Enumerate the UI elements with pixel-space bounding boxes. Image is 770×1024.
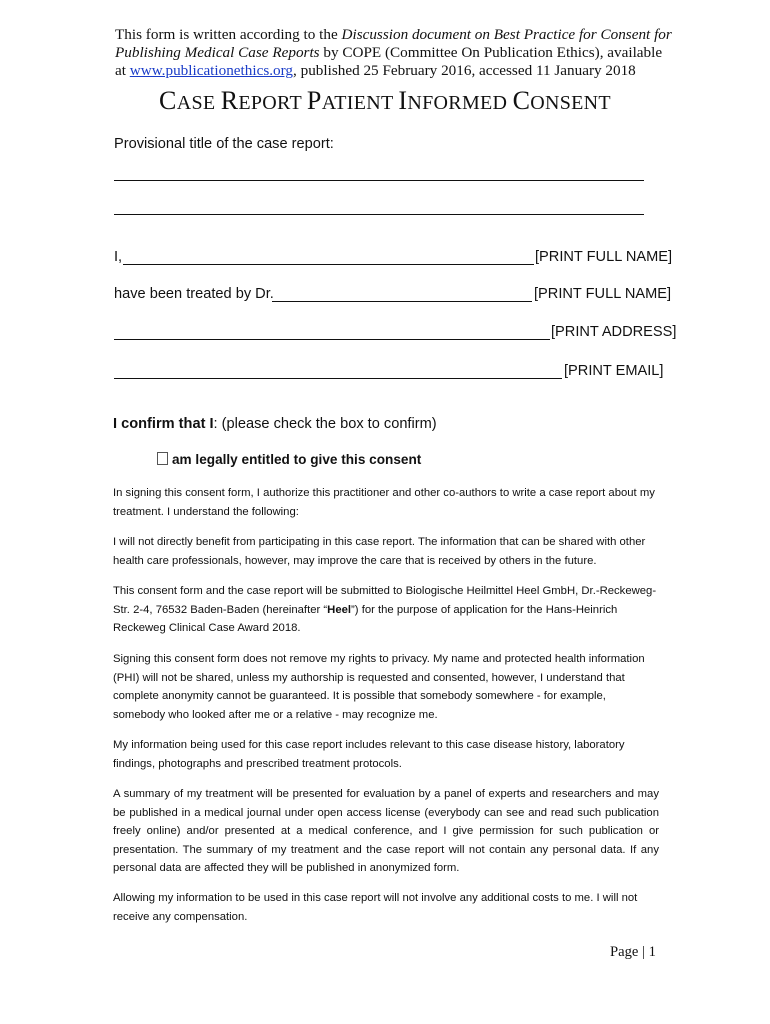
intro-note bbox=[115, 26, 675, 80]
paragraph-submission bbox=[113, 582, 659, 638]
title-fragment: ATIENT bbox=[321, 92, 399, 114]
i-label: I, bbox=[114, 249, 123, 265]
title-fragment: ASE bbox=[176, 92, 221, 114]
provisional-title-line-2[interactable] bbox=[114, 214, 644, 215]
provisional-title-line-1[interactable] bbox=[114, 180, 644, 181]
checkbox-icon[interactable] bbox=[157, 452, 168, 465]
title-letter: C bbox=[159, 86, 177, 115]
confirm-bold: I confirm that I bbox=[113, 416, 214, 432]
title-letter: I bbox=[398, 86, 408, 115]
paragraph-publication: A summary of my treatment will be presented for evaluation by a panel of experts and researchers and may be published in a medical journal under open access license (everybody can see and read such publication freely online) and/or presented at a medical conference, and I give permission for such publication or presentation. The summary of my treatment and the case report will not contain any personal data. If any personal data are affected they will be published in anonymized form. bbox=[113, 788, 659, 874]
paragraph-benefit: I will not directly benefit from participating in this case report. The information that can be shared with other health care professionals, however, may improve the care that is received by others in the future. bbox=[113, 536, 646, 567]
checkbox-label: am legally entitled to give this consent bbox=[172, 452, 422, 467]
paragraph-submission-b: ”) for the purpose of application for the Hans-Heinrich Reckeweg Clinical Case Award 2018. bbox=[113, 603, 618, 634]
intro-prefix: This form is written according to the bbox=[115, 26, 342, 43]
confirm-rest: : (please check the box to confirm) bbox=[213, 416, 437, 432]
intro-suffix: , published 25 February 2016, accessed 11 January 2018 bbox=[293, 62, 636, 79]
paragraph-submission-a: This consent form and the case report will be submitted to Biologische Heilmittel Heel GmbH, Dr.-Reckeweg-Str. 2-4, 76532 Baden-Baden (hereinafter “ bbox=[113, 585, 657, 616]
treated-by-label: have been treated by Dr. bbox=[114, 286, 274, 302]
title-letter: C bbox=[512, 86, 531, 115]
legal-consent-checkbox-row[interactable] bbox=[157, 452, 421, 467]
paragraph-privacy: Signing this consent form does not remove my rights to privacy. My name and protected health information (PHI) will not be shared, unless my authorship is requested and consented, however, I understand that complete anonymity cannot be guaranteed. It is possible that somebody somewhere - for example, somebody who looked after me or a relative - may recognize me. bbox=[113, 653, 645, 721]
title-fragment: EPORT bbox=[238, 92, 307, 114]
paragraph-information: My information being used for this case report includes relevant to this case disease history, laboratory findings, photographs and prescribed treatment protocols. bbox=[113, 739, 625, 770]
paragraph-costs: Allowing my information to be used in this case report will not involve any additional costs to me. I will not receive any compensation. bbox=[113, 892, 638, 923]
intro-middle: by COPE (Committee On Publication Ethics), available at bbox=[115, 44, 663, 79]
page-number: Page | 1 bbox=[610, 944, 656, 960]
heel-bold: Heel bbox=[327, 603, 352, 616]
document-title bbox=[0, 86, 770, 116]
patient-name-line[interactable] bbox=[123, 264, 534, 265]
address-line[interactable] bbox=[114, 339, 550, 340]
email-line[interactable] bbox=[114, 378, 562, 379]
title-letter: P bbox=[306, 86, 322, 115]
doctor-name-placeholder: [PRINT FULL NAME] bbox=[534, 286, 672, 302]
title-fragment: ONSENT bbox=[530, 92, 611, 114]
paragraph-authorization: In signing this consent form, I authorize this practitioner and other co-authors to write a case report about my treatment. I understand the following: bbox=[113, 487, 655, 518]
title-letter: R bbox=[220, 86, 239, 115]
publicationethics-link[interactable]: www.publicationethics.org bbox=[129, 62, 294, 79]
confirm-statement bbox=[113, 416, 437, 432]
address-placeholder: [PRINT ADDRESS] bbox=[551, 324, 677, 340]
intro-doc-title: Discussion document on Best Practice for Consent for Publishing Medical Case Reports bbox=[115, 26, 672, 61]
patient-name-placeholder: [PRINT FULL NAME] bbox=[535, 249, 673, 265]
doctor-name-line[interactable] bbox=[272, 301, 532, 302]
email-placeholder: [PRINT EMAIL] bbox=[564, 363, 664, 379]
title-fragment: NFORMED bbox=[407, 92, 513, 114]
provisional-title-label: Provisional title of the case report: bbox=[114, 136, 334, 152]
